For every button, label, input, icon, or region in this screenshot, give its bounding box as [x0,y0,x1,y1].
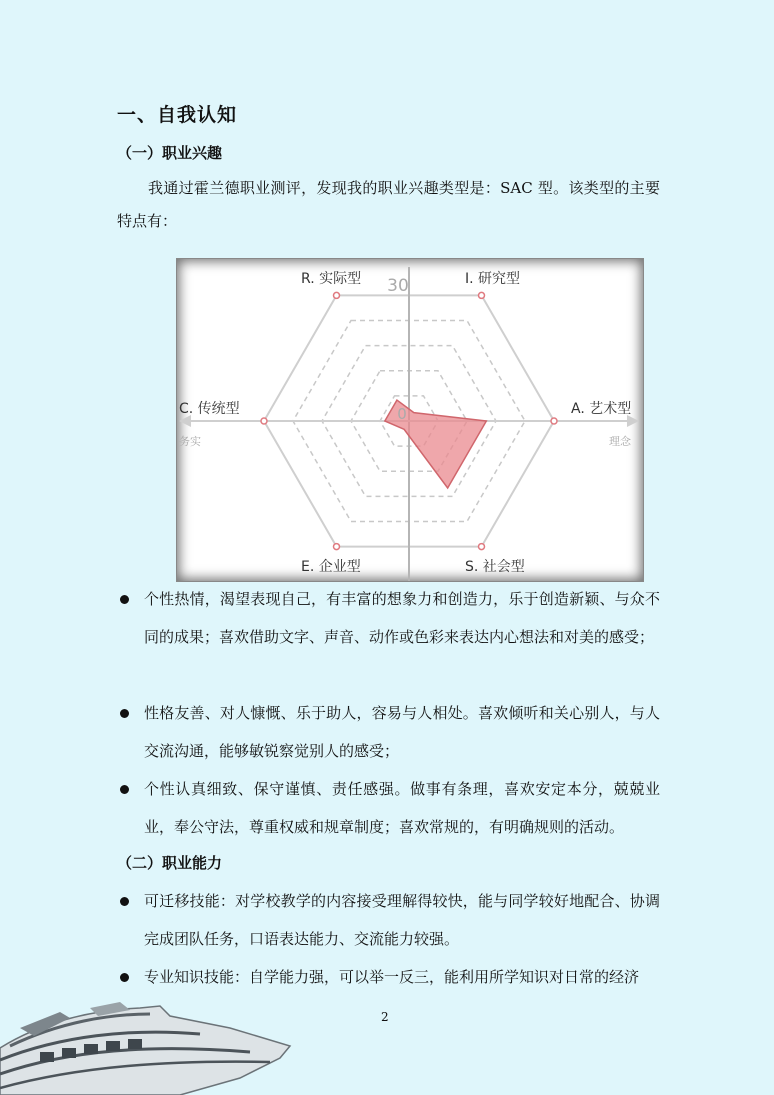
bullet-dot [120,595,129,604]
radar-vertex-dot [334,544,340,550]
subsection-title-interest: （一）职业兴趣 [117,144,223,162]
radar-category-label: E. 企业型 [301,559,361,575]
radar-category-label: C. 传统型 [179,401,240,417]
radar-svg [177,259,643,581]
holland-radar-chart [176,258,644,582]
radar-category-label: R. 实际型 [301,271,362,287]
interest-bullet-1: 个性热情，渴望表现自己，有丰富的想象力和创造力，乐于创造新颖、与众不同的成果；喜欢借助文字、声音、动作或色彩来表达内心想法和对美的感受； [117,580,660,656]
radar-vertex-dot [479,544,485,550]
interest-bullet-2: 性格友善、对人慷慨、乐于助人，容易与人相处。喜欢倾听和关心别人，与人交流沟通，能够敏锐察觉别人的感受； [117,694,660,770]
right-axis-label: 理念 [609,435,631,448]
radar-category-label: I. 研究型 [465,271,521,287]
intro-paragraph: 我通过霍兰德职业测评，发现我的职业兴趣类型是：SAC 型。该类型的主要特点有： [117,179,660,230]
bullet-dot [120,973,129,982]
ability-bullet-1: 可迁移技能：对学校教学的内容接受理解得较快，能与同学较好地配合、协调完成团队任务，口语表达能力、交流能力较强。 [117,882,660,958]
radar-vertex-dot [479,292,485,298]
radar-vertex-dot [551,418,557,424]
subsection-title-ability: （二）职业能力 [117,854,223,872]
radar-vertex-dot [334,292,340,298]
interest-bullet-3: 个性认真细致、保守谨慎、责任感强。做事有条理，喜欢安定本分，兢兢业业，奉公守法，尊重权威和规章制度；喜欢常规的，有明确规则的活动。 [117,770,660,846]
bullet-dot [120,785,129,794]
axis-center-label: 0 [397,405,407,423]
bullet-dot [120,709,129,718]
page-number: 2 [381,1010,389,1024]
bullet-dot [120,897,129,906]
axis-max-label: 30 [387,276,409,296]
radar-category-label: S. 社会型 [465,559,525,575]
ability-bullet-2: 专业知识技能：自学能力强，可以举一反三，能利用所学知识对日常的经济 [117,958,660,996]
radar-vertex-dot [261,418,267,424]
left-axis-label: 务实 [179,435,201,448]
radar-category-label: A. 艺术型 [571,401,632,417]
cruise-ship-decoration [0,988,300,1095]
section-title: 一、自我认知 [117,104,238,126]
